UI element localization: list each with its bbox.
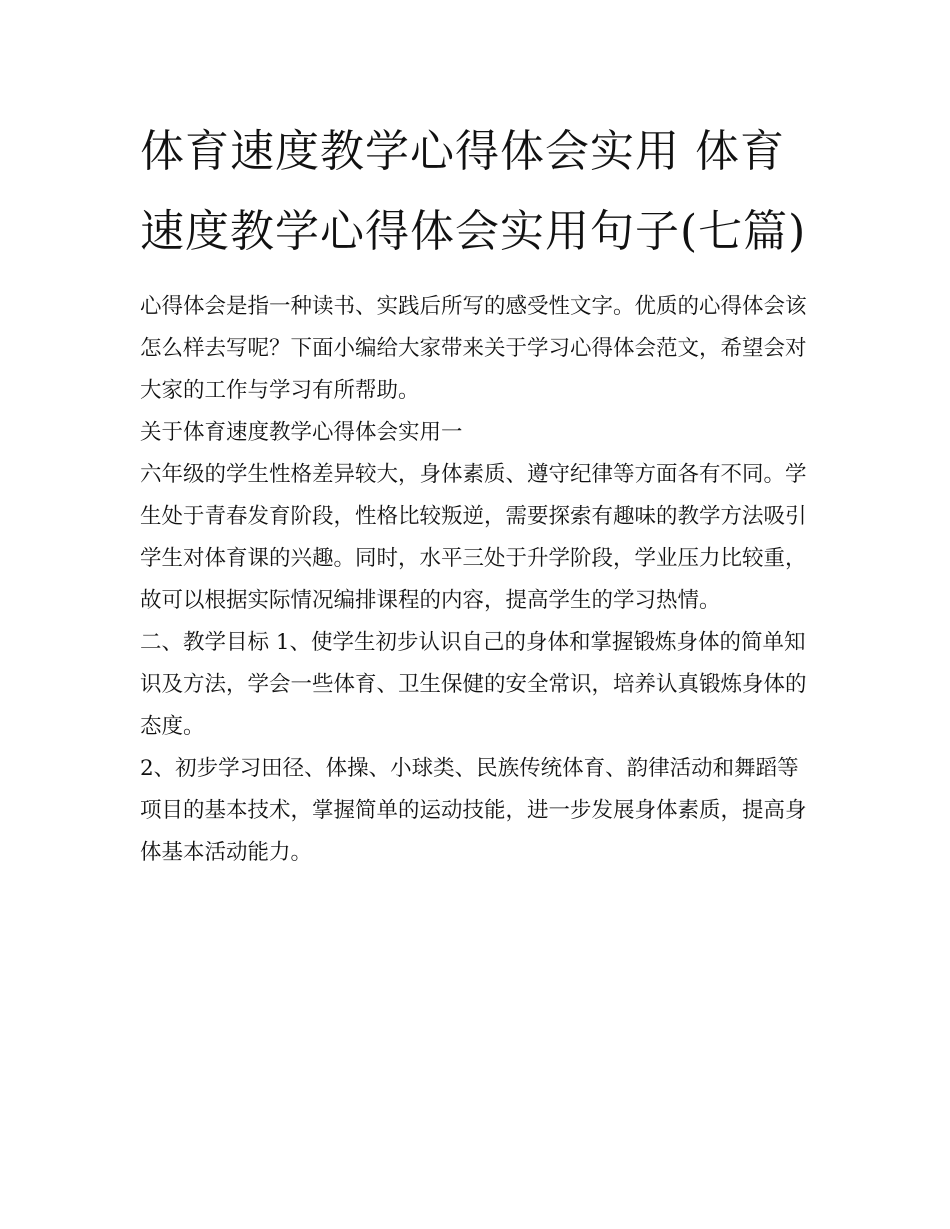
body-paragraph: 二、教学目标 1、使学生初步认识自己的身体和掌握锻炼身体的简单知识及方法，学会一些体育、卫生保健的安全常识，培养认真锻炼身体的态度。 — [140, 630, 807, 739]
intro-paragraph: 心得体会是指一种读书、实践后所写的感受性文字。优质的心得体会该怎么样去写呢？下面小编给大家带来关于学习心得体会范文，希望会对大家的工作与学习有所帮助。 — [140, 294, 807, 403]
body-paragraph: 2、初步学习田径、体操、小球类、民族传统体育、韵律活动和舞蹈等项目的基本技术，掌握简单的运动技能，进一步发展身体素质，提高身体基本活动能力。 — [140, 756, 807, 865]
section-heading: 关于体育速度教学心得体会实用一 — [140, 420, 463, 445]
document-page — [140, 112, 812, 874]
document-title: 体育速度教学心得体会实用 体育速度教学心得体会实用句子(七篇) — [140, 126, 807, 257]
body-paragraph: 六年级的学生性格差异较大，身体素质、遵守纪律等方面各有不同。学生处于青春发育阶段，性格比较叛逆，需要探索有趣味的教学方法吸引学生对体育课的兴趣。同时，水平三处于升学阶段，学业压力比较重，故可以根据实际情况编排课程的内容，提高学生的学习热情。 — [140, 462, 807, 613]
